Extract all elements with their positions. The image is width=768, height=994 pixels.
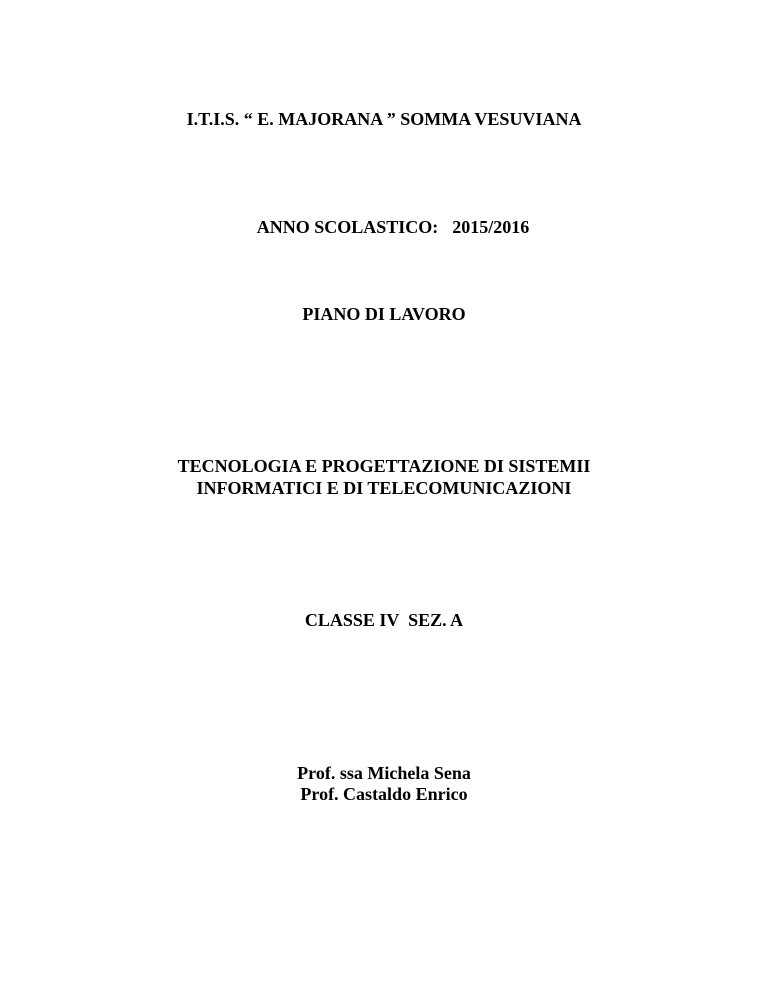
academic-year-value: 2015/2016	[452, 217, 530, 237]
class-section: CLASSE IV SEZ. A	[304, 610, 464, 630]
teacher-name: Prof. ssa Michela Sena	[297, 763, 471, 783]
plan-title: PIANO DI LAVORO	[302, 304, 466, 324]
academic-year-label: ANNO SCOLASTICO:	[256, 217, 439, 237]
teacher-name: Prof. Castaldo Enrico	[300, 784, 468, 804]
subject-title-line-1: TECNOLOGIA E PROGETTAZIONE DI SISTEMII	[177, 456, 591, 476]
subject-title-line-2: INFORMATICI E DI TELECOMUNICAZIONI	[196, 478, 572, 498]
academic-year	[0, 196, 768, 259]
school-name: I.T.I.S. “ E. MAJORANA ” SOMMA VESUVIANA	[186, 109, 582, 129]
